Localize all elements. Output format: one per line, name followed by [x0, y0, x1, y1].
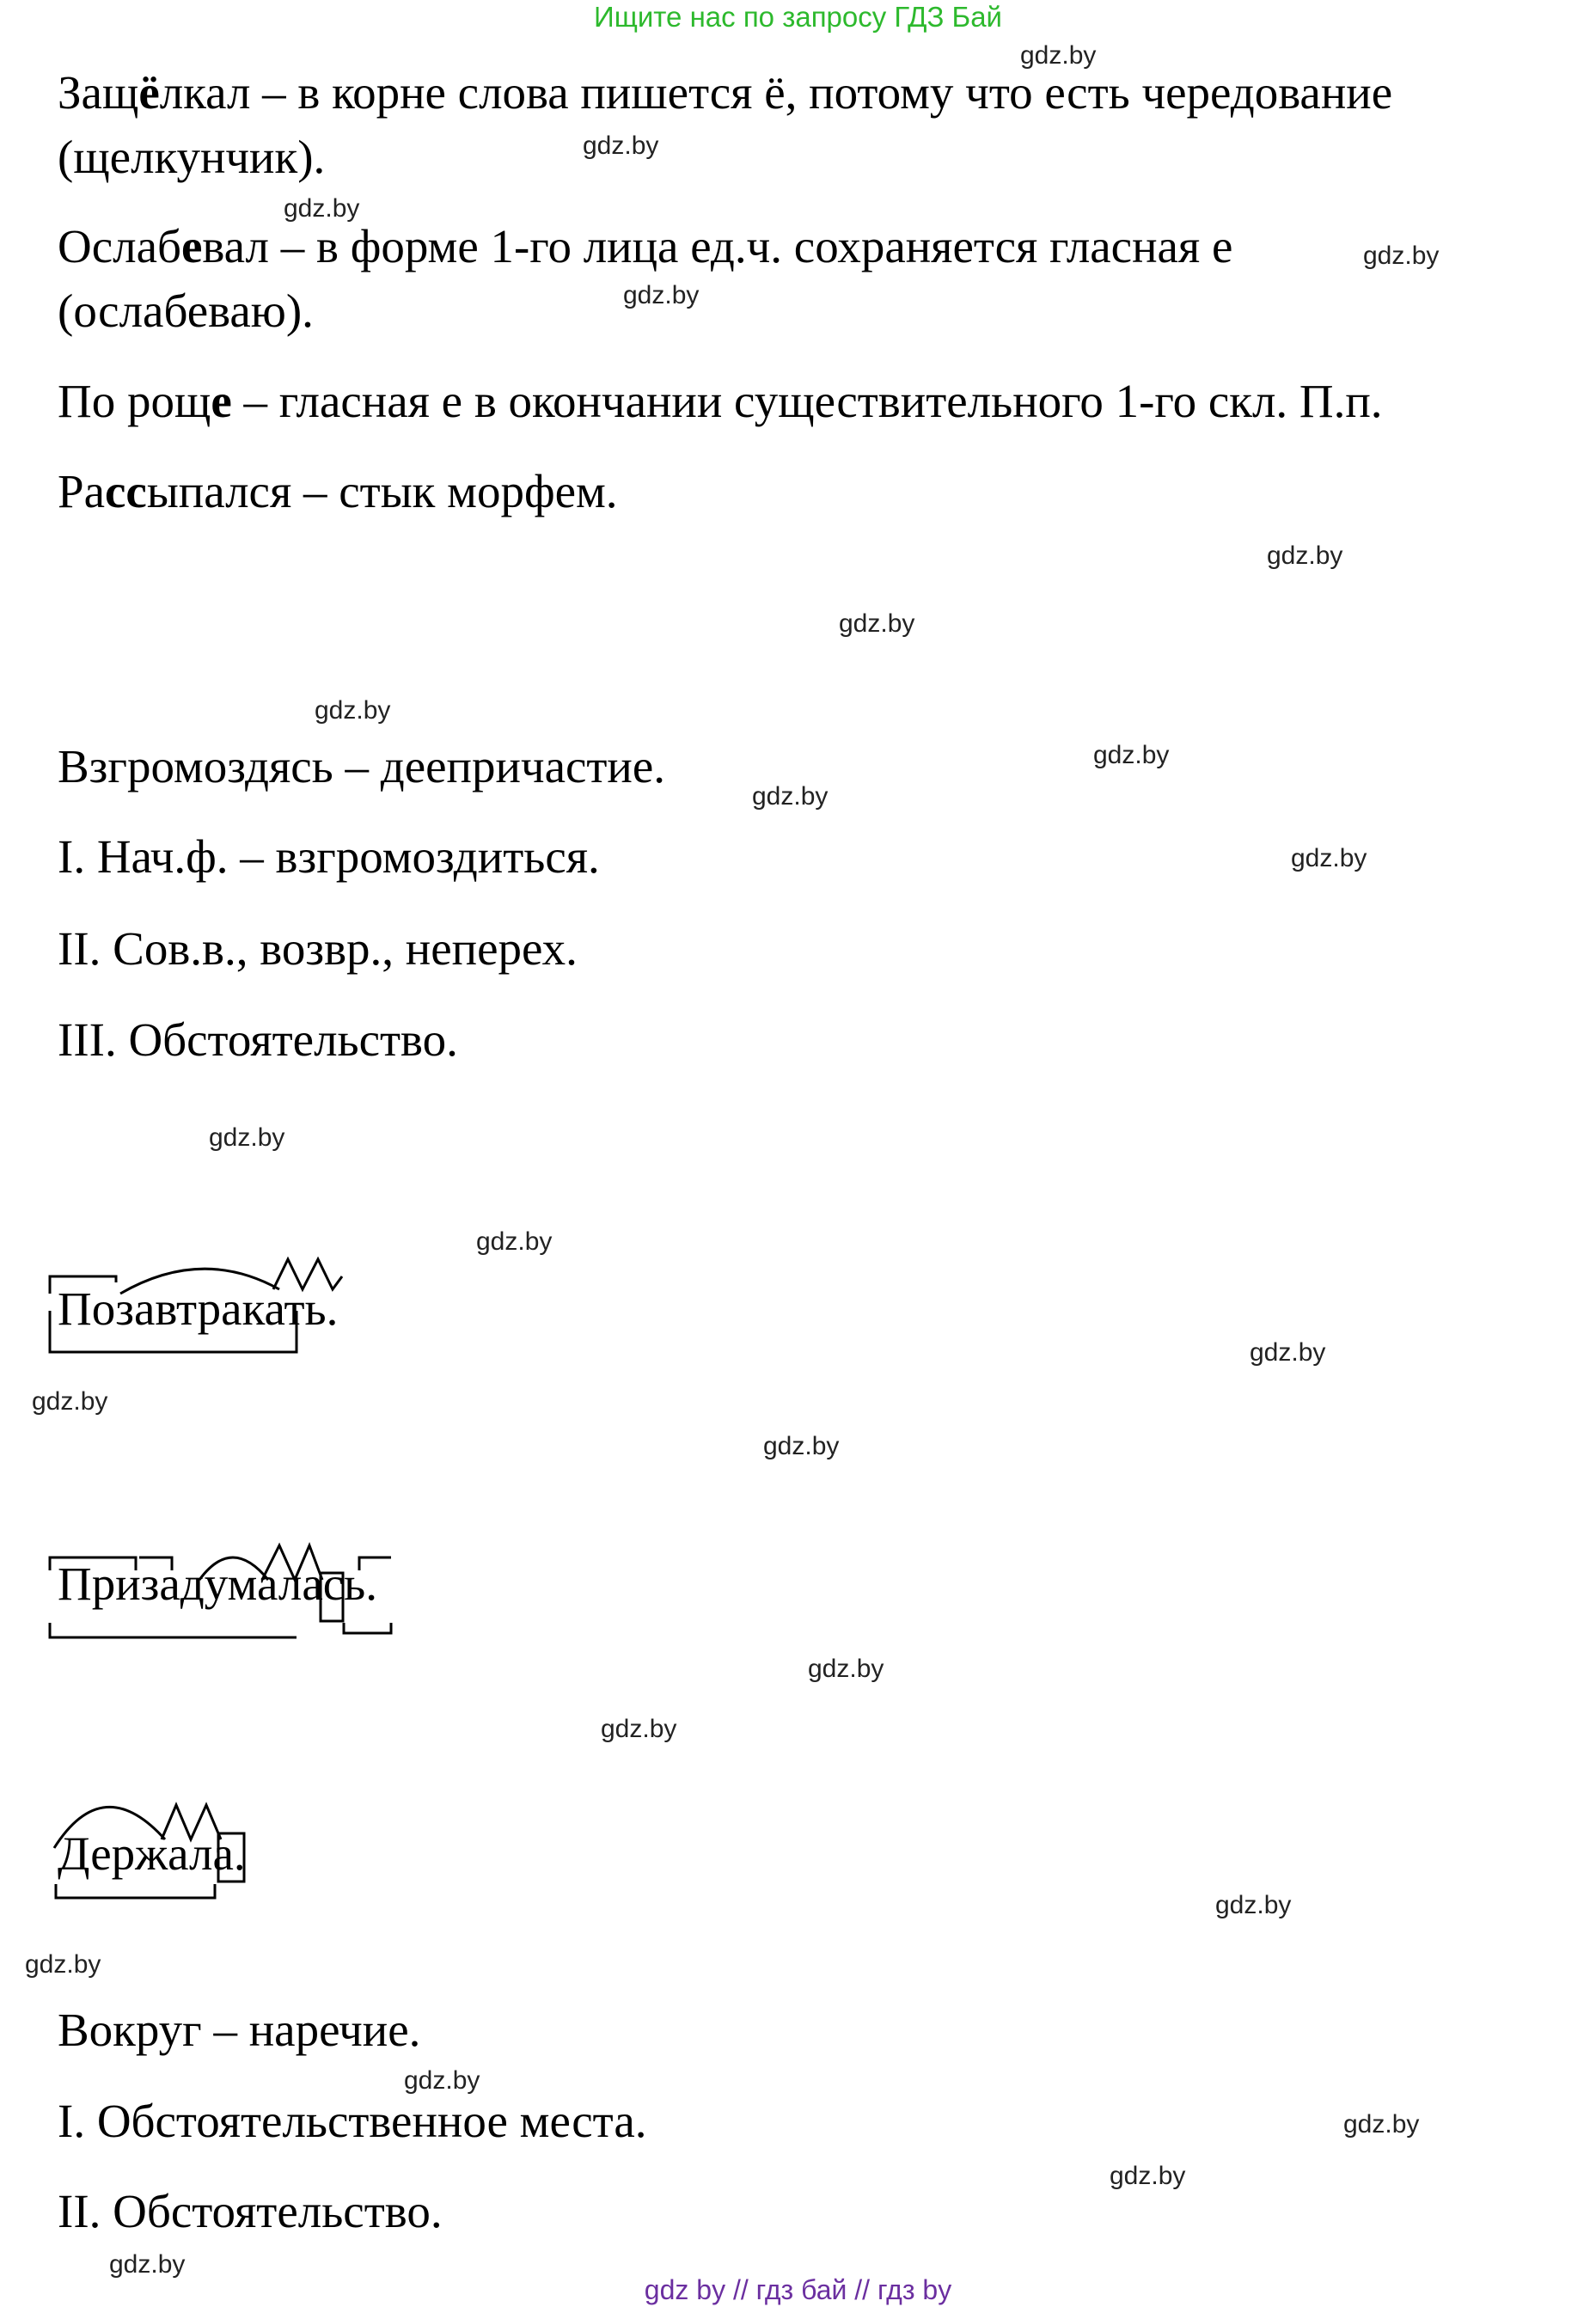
watermark: gdz.by: [1020, 41, 1097, 70]
text-line: III. Обстоятельство.: [58, 1013, 458, 1066]
text-line: Рассыпался – стык морфем.: [58, 465, 618, 517]
text-line: II. Сов.в., возвр., неперех.: [58, 922, 578, 975]
watermark: gdz.by: [763, 1432, 840, 1460]
text-line: По роще – гласная е в окончании существительного 1-го скл. П.п.: [58, 375, 1383, 427]
watermark: gdz.by: [808, 1655, 884, 1683]
morpheme-marks-word-1: [50, 1259, 342, 1352]
morpheme-word: Позавтракать.: [58, 1282, 339, 1335]
watermark: gdz.by: [209, 1123, 285, 1152]
watermark: gdz.by: [1110, 2162, 1186, 2190]
morpheme-word: Призадумалась.: [58, 1557, 377, 1610]
text-line: (щелкунчик).: [58, 131, 326, 183]
watermark: gdz.by: [601, 1715, 677, 1743]
watermark: gdz.by: [284, 194, 360, 223]
text-line: Вокруг – наречие.: [58, 2004, 421, 2056]
watermark: gdz.by: [752, 782, 829, 811]
morpheme-word: Держала.: [58, 1827, 246, 1880]
watermark: gdz.by: [1250, 1338, 1326, 1367]
watermark: gdz.by: [583, 132, 659, 160]
watermark: gdz.by: [109, 2250, 186, 2279]
morpheme-marks-word-2: [50, 1545, 391, 1637]
text-line: (ослабеваю).: [58, 285, 314, 337]
watermark: gdz.by: [1363, 242, 1440, 270]
watermark: gdz.by: [1267, 542, 1343, 570]
text-line: I. Нач.ф. – взгромоздиться.: [58, 830, 600, 883]
text-line: II. Обстоятельство.: [58, 2185, 443, 2237]
watermark: gdz.by: [315, 696, 391, 725]
watermark: gdz.by: [25, 1950, 101, 1979]
text-line: Взгромоздясь – деепричастие.: [58, 740, 666, 792]
watermark: gdz.by: [839, 609, 915, 638]
watermark: gdz.by: [32, 1387, 108, 1416]
watermark: gdz.by: [1215, 1891, 1292, 1919]
top-banner[interactable]: Ищите нас по запросу ГДЗ Бай: [594, 1, 1002, 33]
watermark: gdz.by: [1291, 844, 1367, 872]
watermark: gdz.by: [476, 1227, 553, 1256]
footer-links[interactable]: gdz by // гдз бай // гдз by: [644, 2274, 952, 2305]
text-line: I. Обстоятельственное места.: [58, 2095, 647, 2147]
watermark: gdz.by: [404, 2066, 480, 2095]
watermark: gdz.by: [1093, 741, 1170, 769]
watermark: gdz.by: [623, 281, 700, 309]
text-line: Защёлкал – в корне слова пишется ё, потому что есть чередование: [58, 66, 1393, 119]
morpheme-marks-word-3: [54, 1805, 244, 1898]
text-line: Ослабевал – в форме 1-го лица ед.ч. сохраняется гласная е: [58, 220, 1233, 272]
watermark: gdz.by: [1343, 2110, 1420, 2139]
